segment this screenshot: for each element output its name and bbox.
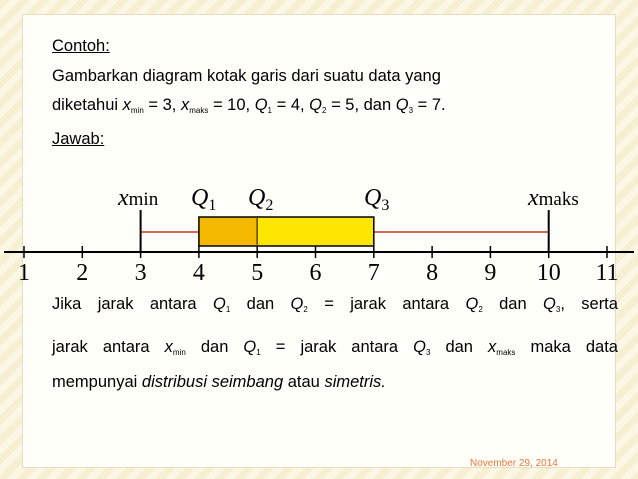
label-xmin: xmin bbox=[118, 185, 159, 211]
problem-line-2: diketahui $x_{min} = 3$, $x_{maks} = 10$, $Q_1 = 4$, $Q_2 = 5$, dan $Q_3 = 7$. bbox=[52, 96, 446, 115]
problem-line-1: Gambarkan diagram kotak garis dari suatu data yang bbox=[52, 67, 441, 85]
box-q1-q2 bbox=[199, 217, 257, 246]
axis-tick-label: 1 bbox=[18, 260, 30, 286]
axis-tick-label: 7 bbox=[367, 260, 380, 286]
axis-tick-label: 11 bbox=[595, 260, 619, 286]
box-q2-q3 bbox=[257, 217, 374, 246]
axis-tick-label: 9 bbox=[484, 260, 497, 286]
conclusion-line-2: jarak antara $x_{min}$ dan $Q_1$ = jarak antara $Q_3$ dan $x_{maks}$ maka data bbox=[52, 338, 618, 357]
axis-tick-label: 2 bbox=[76, 260, 89, 286]
axis-tick-label: 10 bbox=[536, 260, 561, 286]
slide-date: November 29, 2014 bbox=[470, 458, 558, 469]
axis-tick-label: 6 bbox=[309, 260, 322, 286]
label-q1: $Q_1$ bbox=[191, 185, 217, 214]
answer-label: Jawab: bbox=[52, 130, 105, 148]
label-q3: $Q_3$ bbox=[364, 185, 390, 214]
axis-tick-label: 3 bbox=[134, 260, 147, 286]
label-xmaks: xmaks bbox=[528, 185, 579, 211]
axis-tick-label: 8 bbox=[426, 260, 439, 286]
label-q2: $Q_2$ bbox=[248, 185, 274, 214]
conclusion-line-1: Jika jarak antara $Q_1$ dan $Q_2$ = jarak antara $Q_2$ dan $Q_3$, serta bbox=[52, 295, 618, 314]
conclusion-line-3: mempunyai distribusi seimbang atau simetris. bbox=[52, 373, 386, 391]
axis-tick-label: 5 bbox=[251, 260, 264, 286]
example-heading: Contoh: bbox=[52, 37, 110, 55]
axis-tick-label: 4 bbox=[192, 260, 205, 286]
